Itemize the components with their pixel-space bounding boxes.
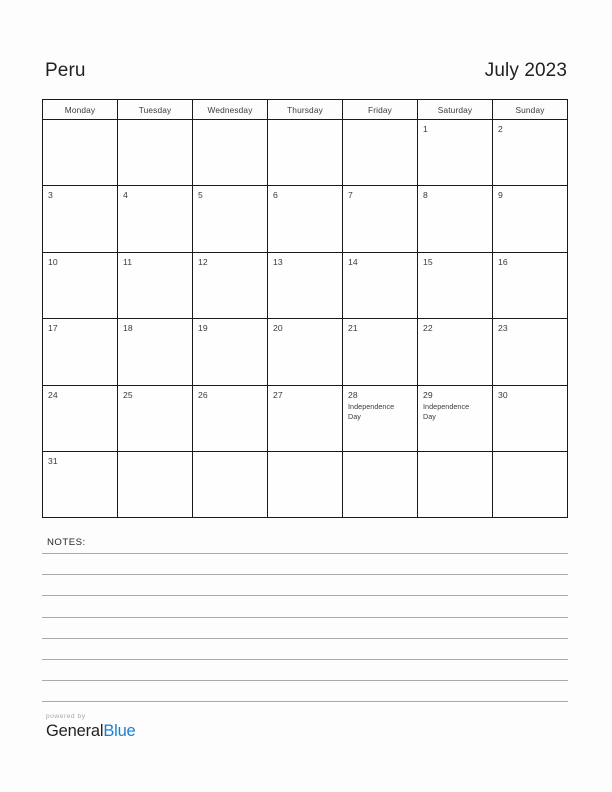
footer-branding bbox=[46, 712, 136, 741]
calendar-empty-cell bbox=[118, 120, 193, 186]
calendar-empty-cell bbox=[343, 452, 418, 518]
calendar-day-cell[interactable] bbox=[343, 253, 418, 319]
notes-line[interactable] bbox=[42, 595, 568, 596]
day-number: 8 bbox=[423, 190, 428, 201]
day-number: 5 bbox=[198, 190, 203, 201]
calendar-day-cell[interactable] bbox=[418, 386, 493, 452]
calendar-empty-cell bbox=[493, 452, 568, 518]
calendar-day-cell[interactable] bbox=[418, 319, 493, 385]
calendar-day-cell[interactable] bbox=[493, 253, 568, 319]
day-number: 28 bbox=[348, 389, 358, 400]
day-number: 29 bbox=[423, 389, 433, 400]
calendar-empty-cell bbox=[193, 120, 268, 186]
calendar-week-row bbox=[43, 452, 568, 518]
calendar-day-cell[interactable] bbox=[268, 319, 343, 385]
day-number: 16 bbox=[498, 256, 508, 267]
weekday-header-saturday: Saturday bbox=[418, 100, 493, 120]
day-number: 25 bbox=[123, 389, 133, 400]
day-number: 10 bbox=[48, 256, 58, 267]
day-number: 3 bbox=[48, 190, 53, 201]
powered-by-label: powered by bbox=[46, 713, 86, 720]
notes-line[interactable] bbox=[42, 617, 568, 618]
calendar-day-cell[interactable] bbox=[43, 186, 118, 252]
calendar-day-cell[interactable] bbox=[418, 186, 493, 252]
weekday-header-friday: Friday bbox=[343, 100, 418, 120]
day-number: 24 bbox=[48, 389, 58, 400]
calendar-day-cell[interactable] bbox=[343, 186, 418, 252]
calendar-day-cell[interactable] bbox=[43, 386, 118, 452]
calendar-day-cell[interactable] bbox=[43, 253, 118, 319]
calendar-empty-cell bbox=[43, 120, 118, 186]
day-number: 4 bbox=[123, 190, 128, 201]
calendar-day-cell[interactable] bbox=[493, 120, 568, 186]
weekday-header-tuesday: Tuesday bbox=[118, 100, 193, 120]
calendar-day-cell[interactable] bbox=[193, 319, 268, 385]
notes-line[interactable] bbox=[42, 574, 568, 575]
day-number: 26 bbox=[198, 389, 208, 400]
calendar-day-cell[interactable] bbox=[118, 253, 193, 319]
calendar-day-cell[interactable] bbox=[268, 386, 343, 452]
day-number: 23 bbox=[498, 323, 508, 334]
day-number: 12 bbox=[198, 256, 208, 267]
notes-line[interactable] bbox=[42, 638, 568, 639]
calendar-week-row bbox=[43, 386, 568, 452]
day-number: 1 bbox=[423, 124, 428, 134]
calendar-body bbox=[43, 120, 568, 518]
day-number: 7 bbox=[348, 190, 353, 201]
notes-line[interactable] bbox=[42, 553, 568, 554]
day-number: 17 bbox=[48, 323, 58, 334]
calendar-day-cell[interactable] bbox=[418, 253, 493, 319]
calendar-day-cell[interactable] bbox=[343, 386, 418, 452]
day-number: 14 bbox=[348, 256, 358, 267]
weekday-header-sunday: Sunday bbox=[493, 100, 568, 120]
day-number: 6 bbox=[273, 190, 278, 201]
day-number: 13 bbox=[273, 256, 283, 267]
calendar-grid bbox=[42, 99, 568, 518]
brand-name-blue: Blue bbox=[103, 722, 136, 740]
notes-lines[interactable] bbox=[42, 553, 568, 702]
calendar-day-cell[interactable] bbox=[43, 319, 118, 385]
weekday-header-row bbox=[43, 100, 568, 120]
page-header bbox=[45, 50, 567, 82]
calendar-day-cell[interactable] bbox=[118, 386, 193, 452]
weekday-header-wednesday: Wednesday bbox=[193, 100, 268, 120]
calendar-day-cell[interactable] bbox=[268, 186, 343, 252]
calendar-empty-cell bbox=[343, 120, 418, 186]
day-number: 2 bbox=[498, 124, 503, 134]
calendar-day-cell[interactable] bbox=[118, 319, 193, 385]
calendar-empty-cell bbox=[193, 452, 268, 518]
day-number: 31 bbox=[48, 455, 58, 466]
day-number: 22 bbox=[423, 323, 433, 334]
day-number: 19 bbox=[198, 323, 208, 334]
month-year-title: July 2023 bbox=[484, 60, 567, 81]
calendar-empty-cell bbox=[418, 452, 493, 518]
calendar-week-row bbox=[43, 319, 568, 385]
notes-line[interactable] bbox=[42, 659, 568, 660]
calendar-day-cell[interactable] bbox=[493, 386, 568, 452]
notes-label: NOTES: bbox=[47, 537, 86, 548]
weekday-header-thursday: Thursday bbox=[268, 100, 343, 120]
notes-line[interactable] bbox=[42, 701, 568, 702]
calendar-week-row bbox=[43, 186, 568, 252]
calendar-week-row bbox=[43, 120, 568, 186]
calendar-day-cell[interactable] bbox=[343, 319, 418, 385]
calendar-day-cell[interactable] bbox=[493, 186, 568, 252]
day-number: 11 bbox=[123, 256, 133, 267]
notes-section bbox=[42, 536, 568, 723]
day-number: 20 bbox=[273, 323, 283, 334]
weekday-header-monday: Monday bbox=[43, 100, 118, 120]
day-number: 30 bbox=[498, 389, 508, 400]
calendar-day-cell[interactable] bbox=[118, 186, 193, 252]
day-number: 9 bbox=[498, 190, 503, 201]
calendar-day-cell[interactable] bbox=[418, 120, 493, 186]
calendar-day-cell[interactable] bbox=[268, 253, 343, 319]
calendar-empty-cell bbox=[268, 452, 343, 518]
calendar-empty-cell bbox=[268, 120, 343, 186]
holiday-label: Independence Day bbox=[423, 402, 470, 421]
calendar-day-cell[interactable] bbox=[193, 253, 268, 319]
calendar-day-cell[interactable] bbox=[43, 452, 118, 518]
calendar-day-cell[interactable] bbox=[493, 319, 568, 385]
notes-line[interactable] bbox=[42, 680, 568, 681]
day-number: 21 bbox=[348, 323, 358, 334]
calendar-day-cell[interactable] bbox=[193, 186, 268, 252]
brand-name-general: General bbox=[46, 722, 104, 740]
day-number: 15 bbox=[423, 256, 433, 267]
generalblue-logo bbox=[46, 722, 136, 741]
country-title: Peru bbox=[45, 60, 86, 81]
holiday-label: Independence Day bbox=[348, 402, 395, 421]
calendar-week-row bbox=[43, 253, 568, 319]
day-number: 27 bbox=[273, 389, 283, 400]
calendar-day-cell[interactable] bbox=[193, 386, 268, 452]
day-number: 18 bbox=[123, 323, 133, 334]
calendar-empty-cell bbox=[118, 452, 193, 518]
